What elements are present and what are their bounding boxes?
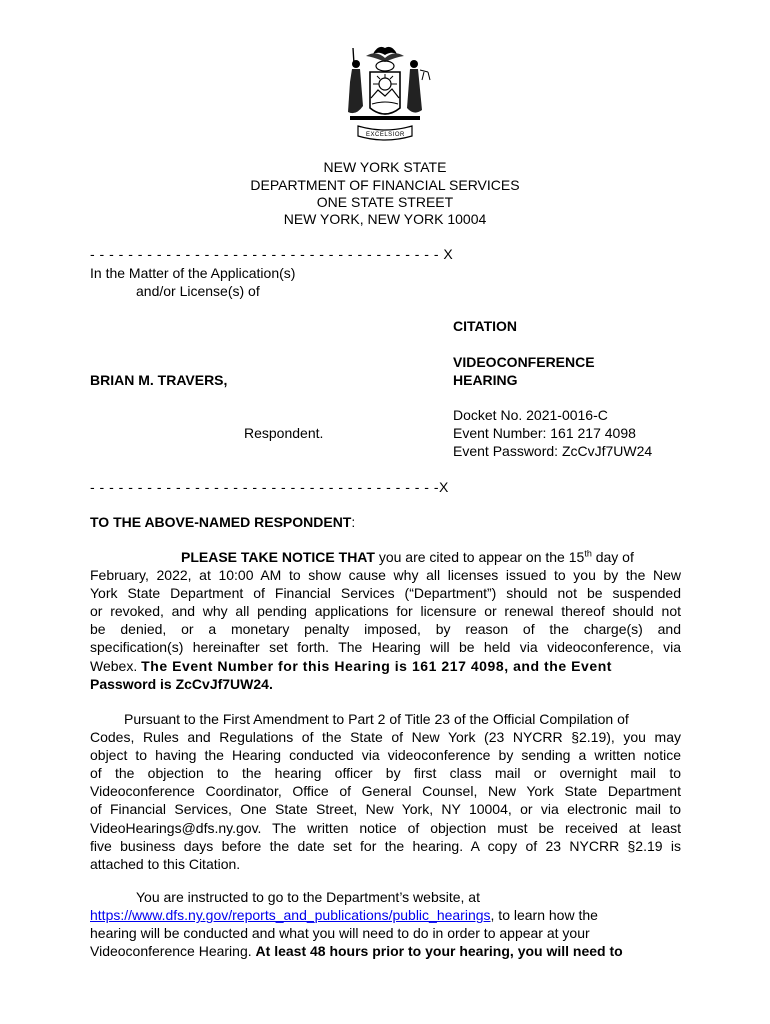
objection-line-1: Pursuant to the First Amendment to Part 2 of Title 23 of the Official Compilation of bbox=[124, 711, 629, 727]
objection-line-8: five business days before the date set for the hearing. A copy of 23 NYCRR §2.19 is bbox=[90, 837, 681, 854]
letterhead-street: ONE STATE STREET bbox=[316, 194, 454, 210]
caption-bottom-rule: - - - - - - - - - - - - - - - - - - - - - - - - - - - - - - - - - - - - -X bbox=[90, 479, 449, 495]
addressee-colon: : bbox=[351, 514, 356, 530]
objection-line-9: attached to this Citation. bbox=[90, 855, 241, 872]
website-paragraph bbox=[90, 888, 681, 960]
notice-paragraph bbox=[90, 548, 681, 693]
website-line-1: You are instructed to go to the Department’s website, at bbox=[136, 889, 480, 905]
addressee-bold: TO THE ABOVE-NAMED RESPONDENT bbox=[90, 514, 352, 530]
objection-line-4: of the objection to the hearing officer by first class mail or overnight mail to bbox=[90, 765, 681, 782]
respondent-label: Respondent. bbox=[244, 425, 324, 441]
notice-line-4: or revoked, and why all pending applications for licensure or renewal thereof should not bbox=[90, 603, 681, 620]
objection-line-3: object to having the Hearing conducted via videoconference by sending a written notice bbox=[90, 747, 681, 764]
addressee-line bbox=[90, 513, 355, 531]
notice-line-7-text: Webex. bbox=[90, 657, 142, 674]
website-line-4 bbox=[90, 942, 681, 960]
caption-top-rule: - - - - - - - - - - - - - - - - - - - - - - - - - - - - - - - - - - - - - X bbox=[90, 246, 454, 262]
seal-motto: EXCELSIOR bbox=[366, 132, 405, 138]
notice-line-7 bbox=[90, 657, 681, 675]
notice-line-3: York State Department of Financial Services (“Department”) should not be suspended bbox=[90, 585, 681, 602]
matter-line-1: In the Matter of the Application(s) bbox=[90, 265, 296, 281]
event-number-statement: The Event Number for this Hearing is 161 217 4098, and the Event bbox=[141, 657, 613, 674]
objection-line-6: of Financial Services, One State Street, New York, NY 10004, or via electronic mail to bbox=[90, 801, 681, 818]
event-number: Event Number: 161 217 4098 bbox=[453, 425, 636, 441]
website-line-2 bbox=[90, 906, 681, 924]
letterhead-department: DEPARTMENT OF FINANCIAL SERVICES bbox=[250, 177, 520, 193]
objection-line-7: VideoHearings@dfs.ny.gov. The written notice of objection must be received at least bbox=[90, 819, 681, 836]
matter-line-2: and/or License(s) of bbox=[136, 283, 260, 299]
notice-line-2: February, 2022, at 10:00 AM to show cause why all licenses issued to you by the New bbox=[90, 567, 681, 584]
notice-lead-bold: PLEASE TAKE NOTICE THAT bbox=[181, 549, 375, 565]
notice-line-1: you are cited to appear on the 15 bbox=[374, 549, 585, 565]
notice-line-5: be denied, or a monetary penalty imposed, by reason of the charge(s) and bbox=[90, 621, 681, 638]
notice-line-1-end: day of bbox=[591, 549, 634, 565]
respondent-name: BRIAN M. TRAVERS, bbox=[90, 372, 228, 388]
docket-number: Docket No. 2021-0016-C bbox=[453, 407, 608, 423]
objection-line-5: Videoconference Coordinator, Office of General Counsel, New York State Department bbox=[90, 783, 681, 800]
website-line-4-text: Videoconference Hearing. bbox=[90, 943, 256, 960]
hearing-heading: HEARING bbox=[453, 372, 518, 388]
notice-line-6: specification(s) hereinafter set forth. The Hearing will be held via videoconference, via bbox=[90, 639, 681, 656]
public-hearings-link[interactable]: https://www.dfs.ny.gov/reports_and_publications/public_hearings bbox=[90, 907, 491, 924]
objection-paragraph bbox=[90, 710, 681, 873]
website-line-3: hearing will be conducted and what you will need to do in order to appear at your bbox=[90, 925, 590, 942]
videoconference-heading: VIDEOCONFERENCE bbox=[453, 354, 595, 370]
letterhead-city: NEW YORK, NEW YORK 10004 bbox=[283, 211, 487, 227]
objection-line-2: Codes, Rules and Regulations of the State of New York (23 NYCRR §2.19), you may bbox=[90, 729, 681, 746]
ordinal-suffix: th bbox=[584, 548, 592, 559]
event-password: Event Password: ZcCvJf7UW24 bbox=[453, 443, 653, 459]
event-password-statement: Password is ZcCvJf7UW24. bbox=[90, 675, 273, 692]
deadline-statement: At least 48 hours prior to your hearing, you will need to bbox=[255, 943, 623, 960]
website-line-2-end: , to learn how the bbox=[490, 907, 598, 924]
letterhead-state: NEW YORK STATE bbox=[323, 159, 447, 175]
citation-heading: CITATION bbox=[453, 318, 518, 334]
